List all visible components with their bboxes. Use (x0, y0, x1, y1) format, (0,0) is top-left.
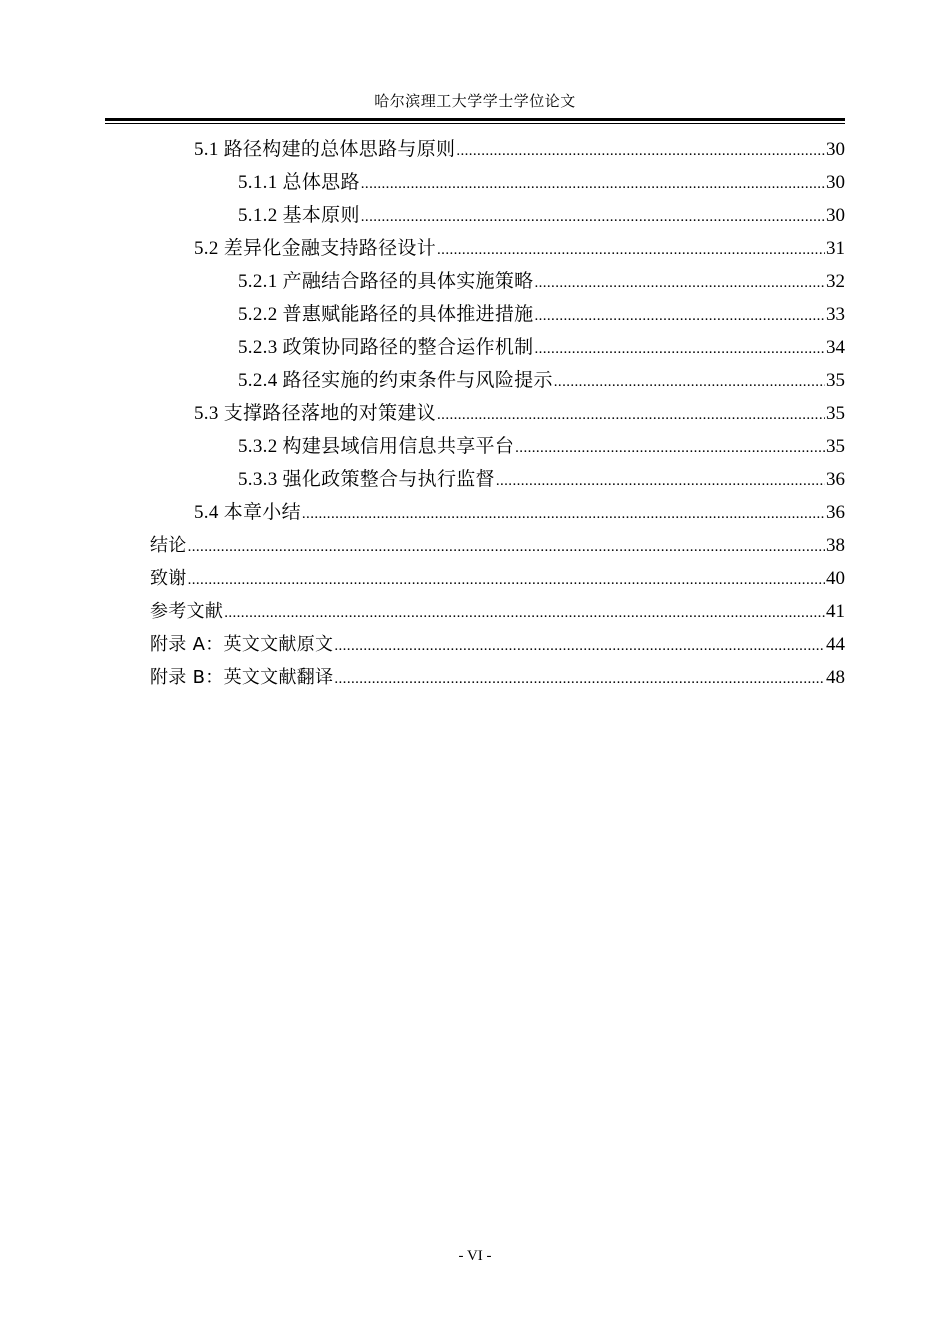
toc-dot-leader (437, 399, 825, 430)
toc-entry-page: 30 (826, 172, 845, 193)
toc-entry-label: 5.2.1 产融结合路径的具体实施策略 (238, 271, 534, 292)
toc-entry-page: 30 (826, 139, 845, 160)
toc-entry-label: 附录 A：英文文献原文 (150, 634, 334, 655)
toc-entry-label: 致谢 (150, 568, 187, 589)
toc-entry-label: 5.2.2 普惠赋能路径的具体推进措施 (238, 304, 534, 325)
toc-entry-label: 5.1.2 基本原则 (238, 205, 360, 226)
toc-entry[interactable] (238, 166, 845, 199)
toc-entry[interactable] (150, 661, 845, 694)
toc-dot-leader (534, 267, 825, 298)
toc-entry-label: 5.3 支撑路径落地的对策建议 (194, 403, 437, 424)
toc-dot-leader (302, 498, 825, 529)
toc-entry[interactable] (194, 133, 845, 166)
toc-entry-page: 30 (826, 205, 845, 226)
toc-dot-leader (437, 234, 825, 265)
toc-entry[interactable] (194, 496, 845, 529)
toc-entry-label: 附录 B：英文文献翻译 (150, 667, 334, 688)
toc-entry-label: 5.2.3 政策协同路径的整合运作机制 (238, 337, 534, 358)
toc-entry-label: 5.2.4 路径实施的约束条件与风险提示 (238, 370, 553, 391)
toc-entry[interactable] (238, 331, 845, 364)
toc-dot-leader (515, 432, 825, 463)
page-header: 哈尔滨理工大学学士学位论文 (374, 94, 576, 110)
toc-dot-leader (361, 201, 825, 232)
toc-dot-leader (188, 564, 825, 595)
toc-dot-leader (188, 531, 825, 562)
page-number: - VI - (458, 1248, 492, 1264)
toc-dot-leader (361, 168, 825, 199)
toc-entry-label: 5.3.3 强化政策整合与执行监督 (238, 469, 495, 490)
toc-entry-label: 5.4 本章小结 (194, 502, 301, 523)
toc-entry-label: 5.3.2 构建县域信用信息共享平台 (238, 436, 515, 457)
toc-dot-leader (554, 366, 825, 397)
toc-entry-page: 38 (826, 535, 845, 556)
toc-entry-page: 48 (826, 667, 845, 688)
toc-entry[interactable] (150, 595, 845, 628)
toc-dot-leader (534, 333, 825, 364)
toc-dot-leader (496, 465, 825, 496)
toc-dot-leader (534, 300, 825, 331)
toc-entry[interactable] (194, 232, 845, 265)
toc-entry-page: 35 (826, 370, 845, 391)
toc-entry[interactable] (238, 430, 845, 463)
toc-dot-leader (334, 663, 825, 694)
toc-entry-label: 参考文献 (150, 601, 224, 622)
toc-entry-page: 40 (826, 568, 845, 589)
toc-entry[interactable] (150, 529, 845, 562)
toc-entry-label: 结论 (150, 535, 187, 556)
toc-entry-page: 35 (826, 403, 845, 424)
toc-entry[interactable] (150, 562, 845, 595)
toc-entry-page: 32 (826, 271, 845, 292)
toc-dot-leader (456, 135, 825, 166)
toc-entry-page: 44 (826, 634, 845, 655)
toc-entry[interactable] (238, 364, 845, 397)
toc-entry-label: 5.2 差异化金融支持路径设计 (194, 238, 437, 259)
toc-entry-page: 41 (826, 601, 845, 622)
header-rule-thin (105, 123, 845, 124)
toc-entry[interactable] (238, 199, 845, 232)
toc-entry[interactable] (238, 463, 845, 496)
toc-entry[interactable] (238, 298, 845, 331)
toc-entry-page: 31 (826, 238, 845, 259)
toc-entry[interactable] (150, 628, 845, 661)
toc-dot-leader (224, 597, 825, 628)
toc-entry-page: 36 (826, 469, 845, 490)
toc-entry-label: 5.1 路径构建的总体思路与原则 (194, 139, 456, 160)
toc-entry-page: 35 (826, 436, 845, 457)
toc-entry-page: 33 (826, 304, 845, 325)
toc-entry[interactable] (194, 397, 845, 430)
header-rule-thick (105, 118, 845, 121)
toc-entry[interactable] (238, 265, 845, 298)
toc-dot-leader (334, 630, 825, 661)
toc-entry-page: 36 (826, 502, 845, 523)
toc-entry-label: 5.1.1 总体思路 (238, 172, 360, 193)
toc-entry-page: 34 (826, 337, 845, 358)
